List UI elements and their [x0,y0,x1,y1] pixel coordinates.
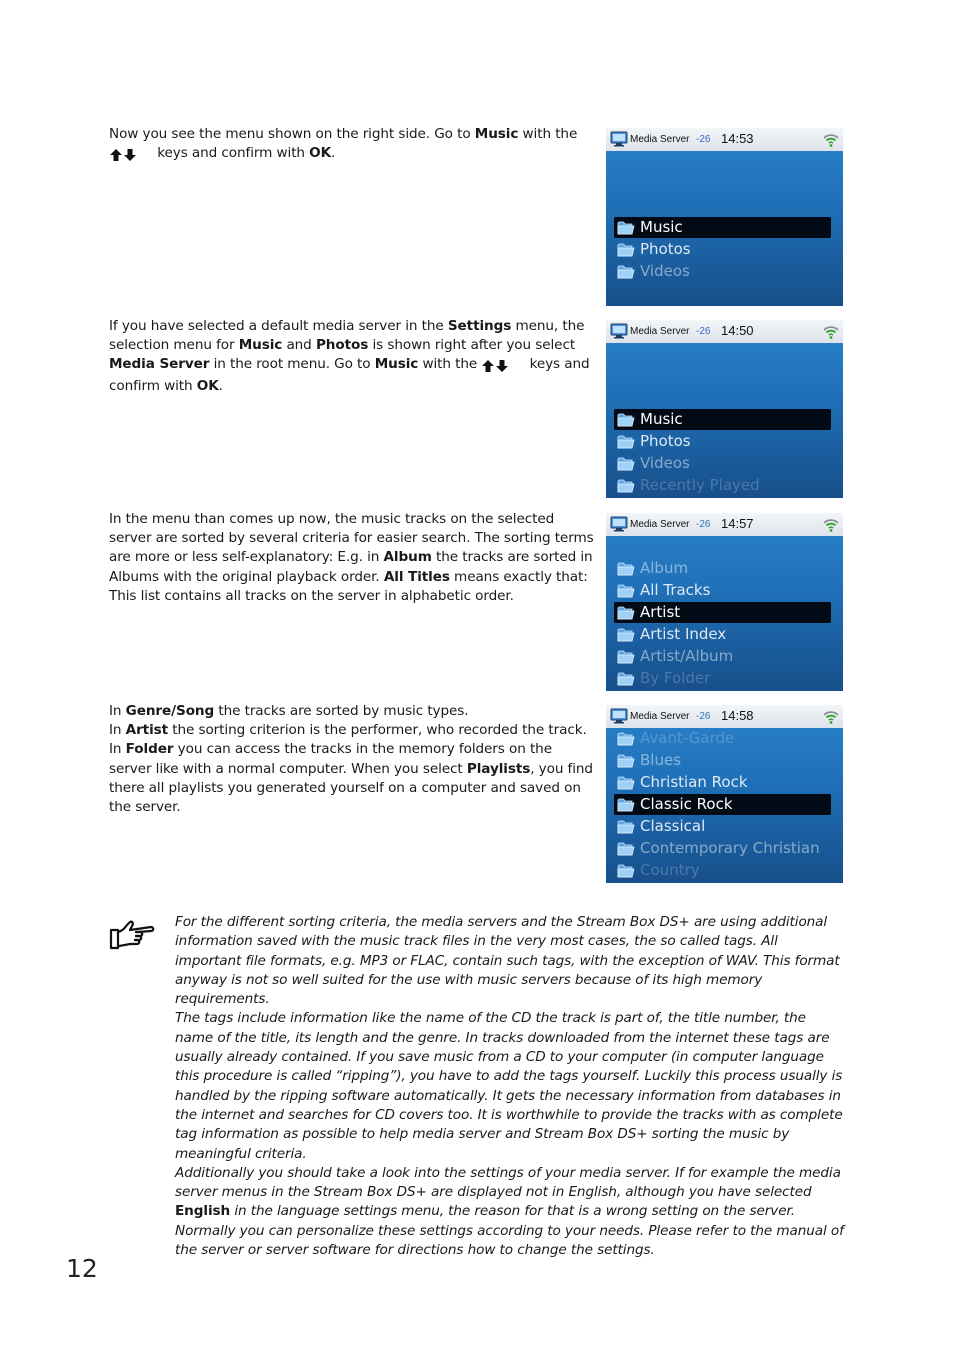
signal-strength: -26 [696,134,711,145]
menu-item-label: Videos [640,262,690,280]
folder-icon [617,819,635,840]
menu-item[interactable] [614,750,831,771]
clock: 14:50 [721,323,754,338]
folder-icon [617,434,635,455]
menu-item[interactable] [614,646,831,667]
folder-icon [617,605,635,626]
menu-item[interactable] [614,838,831,859]
menu-item-label: Classic Rock [640,795,733,813]
computer-icon [610,708,628,729]
menu-item[interactable] [614,772,831,793]
computer-icon [610,516,628,537]
folder-icon [617,242,635,263]
wifi-icon [822,708,840,730]
menu-item-label: All Tracks [640,581,711,599]
menu-item-label: Christian Rock [640,773,748,791]
device-screen [606,128,843,306]
clock: 14:53 [721,131,754,146]
menu-item[interactable] [614,217,831,238]
menu-item-label: Avant-Garde [640,729,735,747]
device-screen [606,705,843,883]
menu-item[interactable] [614,409,831,430]
menu-item-label: Artist [640,603,681,621]
server-name: Media Server [630,519,690,530]
clock: 14:58 [721,708,754,723]
status-bar [606,705,843,728]
paragraph-genre-artist-folder: In Genre/Song the tracks are sorted by music types. In Artist the sorting criterion is the performer, who recorded the track. In Folder you can access the tracks in the memory folders on the server like with a normal computer. When you select Playlists, you find there all playlists you generated yourself on a computer and saved on the server. [109,703,593,816]
note-tags: For the different sorting criteria, the media servers and the Stream Box DS+ are using additional information saved with the music track files in the very most cases, the so called tags. All important file formats, e.g. MP3 or FLAC, contain such tags, with the exception of WAV. This format anyway is not so well suited for the use with music servers because of its high memory requirements. The tags include information like the name of the CD the track is part of, the title number, the name of the title, its length and the genre. In tracks downloaded from the internet these tags are usually already contained. If you save music from a CD to your computer (in computer language this procedure is called “ripping”), you have to add the tags yourself. Luckily this process usually is handled by the ripping software automatically. It gets the necessary information from databases in the internet and searches for CD covers too. It is worthwhile to provide the tracks with as complete tag information as possible to help media server and Stream Box DS+ sorting the music by meaningful criteria. Additionally you should take a look into the settings of your media server. If for example the media server menus in the Stream Box DS+ are displayed not in English, although you have selected English in the language settings menu, the reason for that is a wrong setting on the server. Normally you can personalize these settings according to your needs. Please refer to the manual of the server or server software for directions how to change the settings. [175,914,844,1259]
menu-item-label: Contemporary Christian [640,839,820,857]
signal-strength: -26 [696,326,711,337]
computer-icon [610,323,628,344]
folder-icon [617,797,635,818]
menu-item[interactable] [614,261,831,282]
signal-strength: -26 [696,519,711,530]
menu-item[interactable] [614,624,831,645]
signal-strength: -26 [696,711,711,722]
folder-icon [617,264,635,285]
page-number: 12 [66,1254,98,1283]
menu-item[interactable] [614,816,831,837]
menu-item[interactable] [614,580,831,601]
menu-item[interactable] [614,558,831,579]
menu-item[interactable] [614,860,831,881]
menu-item-label: Recently Played [640,476,760,494]
folder-icon [617,731,635,752]
menu-item-label: Classical [640,817,706,835]
menu-item-label: Blues [640,751,682,769]
folder-icon [617,583,635,604]
folder-icon [617,841,635,862]
folder-icon [617,561,635,582]
menu-item[interactable] [614,475,831,496]
wifi-icon [822,516,840,538]
menu-item[interactable] [614,431,831,452]
folder-icon [617,671,635,691]
up-down-arrow-icon [481,357,525,376]
paragraph-music-menu: Now you see the menu shown on the right side. Go to Music with the keys and confirm with OK. [109,125,594,165]
folder-icon [617,456,635,477]
server-name: Media Server [630,711,690,722]
paragraph-sort-criteria: In the menu than comes up now, the music tracks on the selected server are sorted by several criteria for easier search. The sorting terms are more or less self-explanatory: E.g. in Album the tracks are sorted in Albums with the original playback order. All Titles means exactly that: This list contains all tracks on the server in alphabetic order. [109,511,594,604]
pointing-hand-icon [108,918,156,956]
status-bar [606,320,843,343]
clock: 14:57 [721,516,754,531]
folder-icon [617,863,635,883]
menu-item-label: Music [640,410,683,428]
menu-item-label: Country [640,861,700,879]
wifi-icon [822,323,840,345]
status-bar [606,513,843,536]
folder-icon [617,775,635,796]
menu-item-label: By Folder [640,669,711,687]
menu-item-label: Photos [640,240,691,258]
menu-item-label: Music [640,218,683,236]
menu-item[interactable] [614,239,831,260]
menu-item[interactable] [614,453,831,474]
folder-icon [617,649,635,670]
wifi-icon [822,131,840,153]
up-down-arrow-icon [109,146,153,165]
folder-icon [617,412,635,433]
menu-item-label: Artist Index [640,625,727,643]
menu-item-label: Photos [640,432,691,450]
folder-icon [617,220,635,241]
menu-item[interactable] [614,728,831,749]
menu-item[interactable] [614,602,831,623]
server-name: Media Server [630,326,690,337]
server-name: Media Server [630,134,690,145]
status-bar [606,128,843,151]
menu-item[interactable] [614,794,831,815]
menu-item[interactable] [614,668,831,689]
menu-item-label: Artist/Album [640,647,734,665]
folder-icon [617,753,635,774]
device-screen [606,320,843,498]
menu-item-label: Videos [640,454,690,472]
device-screen [606,513,843,691]
computer-icon [610,131,628,152]
folder-icon [617,478,635,498]
paragraph-default-server: If you have selected a default media server in the Settings menu, the selection menu for Music and Photos is shown right after you select Media Server in the root menu. Go to Music with the keys and confirm with OK. [109,318,590,394]
menu-item-label: Album [640,559,689,577]
folder-icon [617,627,635,648]
